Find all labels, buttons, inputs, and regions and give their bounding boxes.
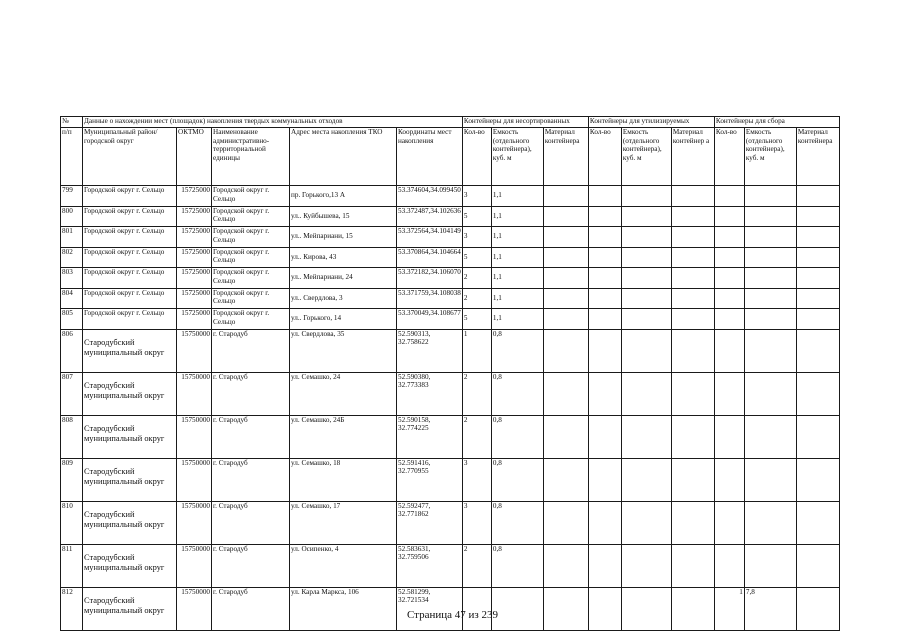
collection-volume (744, 415, 796, 458)
unsorted-volume: 0,8 (491, 501, 543, 544)
recyclable-material (671, 309, 714, 330)
table-row (61, 501, 840, 544)
col-header-count-3: Кол-во (714, 128, 744, 186)
group-header-unsorted: Контейнеры для несортированных (462, 117, 588, 128)
admin-unit: Городской округ г. Сельцо (212, 227, 290, 248)
collection-material (796, 247, 839, 268)
row-number: 799 (61, 186, 83, 207)
unsorted-material (543, 268, 588, 289)
coordinates: 53.372182,34.106070 (397, 268, 463, 289)
collection-count (714, 309, 744, 330)
collection-volume (744, 227, 796, 248)
address: ул.. Свердлова, 3 (290, 288, 397, 309)
oktmo-code: 15750000 (177, 372, 212, 415)
collection-count (714, 186, 744, 207)
row-number: 809 (61, 458, 83, 501)
recyclable-volume (621, 415, 671, 458)
recyclable-volume (621, 227, 671, 248)
collection-volume: 7,8 (744, 587, 796, 630)
oktmo-code: 15750000 (177, 415, 212, 458)
recyclable-count (588, 186, 621, 207)
recyclable-volume (621, 288, 671, 309)
recyclable-count (588, 458, 621, 501)
coordinates: 52.592477, 32.771862 (397, 501, 463, 544)
address: ул. Семашко, 24Б (290, 415, 397, 458)
unsorted-volume: 0,8 (491, 415, 543, 458)
unsorted-count: 5 (462, 309, 491, 330)
unsorted-volume: 1,1 (491, 186, 543, 207)
collection-material (796, 288, 839, 309)
coordinates: 53.372487,34.102636 (397, 206, 463, 227)
table-row (61, 288, 840, 309)
unsorted-material (543, 247, 588, 268)
col-header-okrug: Муниципальный район/городской округ (83, 128, 177, 186)
group-header-number: № (61, 117, 83, 128)
col-header-volume-2: Емкость (отдельного контейнера), куб. м (621, 128, 671, 186)
table-row (61, 268, 840, 289)
recyclable-volume (621, 186, 671, 207)
recyclable-count (588, 309, 621, 330)
collection-material (796, 309, 839, 330)
address: ул. Карла Маркса, 106 (290, 587, 397, 630)
row-number: 807 (61, 372, 83, 415)
unsorted-count: 2 (462, 268, 491, 289)
coordinates: 52.590313, 32.758622 (397, 329, 463, 372)
oktmo-code: 15725000 (177, 247, 212, 268)
address: ул. Свердлова, 35 (290, 329, 397, 372)
collection-volume (744, 247, 796, 268)
municipal-okrug: Городской округ г. Сельцо (83, 206, 177, 227)
oktmo-code: 15750000 (177, 458, 212, 501)
group-header-collection: Контейнеры для сбора (714, 117, 839, 128)
recyclable-volume (621, 544, 671, 587)
unsorted-volume: 1,1 (491, 247, 543, 268)
col-header-volume-1: Емкость (отдельного контейнера), куб. м (491, 128, 543, 186)
recyclable-material (671, 501, 714, 544)
collection-material (796, 458, 839, 501)
waste-sites-table (60, 116, 840, 631)
collection-volume (744, 206, 796, 227)
group-header-recyclable: Контейнеры для утилизируемых (588, 117, 714, 128)
group-header-location: Данные о нахождении мест (площадок) накопления твердых коммунальных отходов (83, 117, 463, 128)
col-header-oktmo: ОКТМО (177, 128, 212, 186)
coordinates: 53.374604,34.099450 (397, 186, 463, 207)
admin-unit: г. Стародуб (212, 587, 290, 630)
row-number: 812 (61, 587, 83, 630)
admin-unit: Городской округ г. Сельцо (212, 247, 290, 268)
collection-volume (744, 458, 796, 501)
admin-unit: Городской округ г. Сельцо (212, 288, 290, 309)
recyclable-volume (621, 206, 671, 227)
recyclable-volume (621, 501, 671, 544)
collection-material (796, 329, 839, 372)
recyclable-material (671, 206, 714, 227)
admin-unit: г. Стародуб (212, 329, 290, 372)
coordinates: 53.372564,34.104149 (397, 227, 463, 248)
table-row (61, 309, 840, 330)
collection-count (714, 268, 744, 289)
recyclable-material (671, 329, 714, 372)
col-header-count-1: Кол-во (462, 128, 491, 186)
unsorted-volume: 0,8 (491, 372, 543, 415)
unsorted-count: 2 (462, 544, 491, 587)
recyclable-count (588, 268, 621, 289)
collection-volume (744, 268, 796, 289)
municipal-okrug: Стародубский муниципальный округ (83, 372, 177, 415)
recyclable-material (671, 247, 714, 268)
collection-material (796, 501, 839, 544)
unsorted-count: 5 (462, 247, 491, 268)
row-number: 802 (61, 247, 83, 268)
row-number: 804 (61, 288, 83, 309)
recyclable-volume (621, 247, 671, 268)
municipal-okrug: Городской округ г. Сельцо (83, 288, 177, 309)
col-header-unit: Наименование административно-территориальной единицы (212, 128, 290, 186)
oktmo-code: 15750000 (177, 329, 212, 372)
collection-count (714, 227, 744, 248)
collection-volume (744, 309, 796, 330)
col-header-volume-3: Емкость (отдельного контейнера), куб. м (744, 128, 796, 186)
address: ул.. Кирова, 43 (290, 247, 397, 268)
coordinates: 52.590158, 32.774225 (397, 415, 463, 458)
address: ул. Семашко, 17 (290, 501, 397, 544)
unsorted-material (543, 288, 588, 309)
municipal-okrug: Стародубский муниципальный округ (83, 587, 177, 630)
recyclable-material (671, 186, 714, 207)
coordinates: 52.583631, 32.759506 (397, 544, 463, 587)
row-number: 803 (61, 268, 83, 289)
row-number: 800 (61, 206, 83, 227)
municipal-okrug: Городской округ г. Сельцо (83, 309, 177, 330)
recyclable-volume (621, 309, 671, 330)
unsorted-volume: 0,8 (491, 544, 543, 587)
unsorted-count: 2 (462, 372, 491, 415)
recyclable-count (588, 288, 621, 309)
admin-unit: г. Стародуб (212, 458, 290, 501)
col-header-pp: п/п (61, 128, 83, 186)
admin-unit: г. Стародуб (212, 501, 290, 544)
admin-unit: Городской округ г. Сельцо (212, 309, 290, 330)
municipal-okrug: Стародубский муниципальный округ (83, 458, 177, 501)
collection-volume (744, 372, 796, 415)
admin-unit: г. Стародуб (212, 372, 290, 415)
address: ул.. Мейпариани, 15 (290, 227, 397, 248)
oktmo-code: 15725000 (177, 206, 212, 227)
address: ул. Осипенко, 4 (290, 544, 397, 587)
unsorted-material (543, 415, 588, 458)
recyclable-material (671, 227, 714, 248)
municipal-okrug: Городской округ г. Сельцо (83, 227, 177, 248)
unsorted-count: 1 (462, 329, 491, 372)
unsorted-material (543, 501, 588, 544)
row-number: 801 (61, 227, 83, 248)
unsorted-volume: 1,1 (491, 227, 543, 248)
row-number: 808 (61, 415, 83, 458)
oktmo-code: 15725000 (177, 186, 212, 207)
col-header-material-1: Материал контейнера (543, 128, 588, 186)
table-row (61, 415, 840, 458)
recyclable-material (671, 458, 714, 501)
collection-volume (744, 501, 796, 544)
unsorted-count: 3 (462, 186, 491, 207)
municipal-okrug: Городской округ г. Сельцо (83, 186, 177, 207)
table-row (61, 329, 840, 372)
oktmo-code: 15750000 (177, 544, 212, 587)
recyclable-material (671, 372, 714, 415)
collection-count: 1 (714, 587, 744, 630)
row-number: 810 (61, 501, 83, 544)
recyclable-count (588, 372, 621, 415)
unsorted-volume: 1,1 (491, 309, 543, 330)
address: пр. Горького,13 А (290, 186, 397, 207)
coordinates: 52.581299, 32.721534 (397, 587, 463, 630)
unsorted-material (543, 186, 588, 207)
collection-count (714, 372, 744, 415)
collection-count (714, 288, 744, 309)
collection-volume (744, 329, 796, 372)
admin-unit: г. Стародуб (212, 415, 290, 458)
collection-material (796, 227, 839, 248)
unsorted-volume: 0,8 (491, 329, 543, 372)
table-row (61, 186, 840, 207)
recyclable-volume (621, 458, 671, 501)
oktmo-code: 15750000 (177, 501, 212, 544)
collection-count (714, 247, 744, 268)
unsorted-material (543, 544, 588, 587)
recyclable-material (671, 544, 714, 587)
admin-unit: Городской округ г. Сельцо (212, 186, 290, 207)
unsorted-count: 3 (462, 227, 491, 248)
recyclable-count (588, 544, 621, 587)
unsorted-volume: 1,1 (491, 206, 543, 227)
recyclable-volume (621, 372, 671, 415)
collection-material (796, 544, 839, 587)
collection-volume (744, 288, 796, 309)
oktmo-code: 15725000 (177, 227, 212, 248)
admin-unit: Городской округ г. Сельцо (212, 206, 290, 227)
recyclable-count (588, 206, 621, 227)
collection-count (714, 206, 744, 227)
unsorted-material (543, 227, 588, 248)
recyclable-volume (621, 268, 671, 289)
municipal-okrug: Городской округ г. Сельцо (83, 268, 177, 289)
collection-material (796, 415, 839, 458)
municipal-okrug: Стародубский муниципальный округ (83, 415, 177, 458)
unsorted-count: 2 (462, 415, 491, 458)
address: ул. Семашко, 18 (290, 458, 397, 501)
address: ул.. Мейпариани, 24 (290, 268, 397, 289)
municipal-okrug: Городской округ г. Сельцо (83, 247, 177, 268)
municipal-okrug: Стародубский муниципальный округ (83, 544, 177, 587)
collection-material (796, 206, 839, 227)
unsorted-material (543, 329, 588, 372)
group-header-row (61, 117, 840, 128)
address: ул.. Горького, 14 (290, 309, 397, 330)
municipal-okrug: Стародубский муниципальный округ (83, 501, 177, 544)
unsorted-count: 2 (462, 288, 491, 309)
row-number: 805 (61, 309, 83, 330)
col-header-count-2: Кол-во (588, 128, 621, 186)
unsorted-volume: 1,1 (491, 288, 543, 309)
coordinates: 52.591416, 32.770955 (397, 458, 463, 501)
oktmo-code: 15725000 (177, 309, 212, 330)
admin-unit: г. Стародуб (212, 544, 290, 587)
row-number: 806 (61, 329, 83, 372)
unsorted-count: 5 (462, 206, 491, 227)
unsorted-material (543, 309, 588, 330)
table-row (61, 206, 840, 227)
col-header-material-2: Материал контейнер а (671, 128, 714, 186)
coordinates: 53.370864,34.104664 (397, 247, 463, 268)
col-header-material-3: Материал контейнера (796, 128, 839, 186)
page-number: Страница 47 из 239 (406, 609, 499, 621)
recyclable-count (588, 415, 621, 458)
oktmo-code: 15750000 (177, 587, 212, 630)
collection-material (796, 268, 839, 289)
unsorted-material (543, 458, 588, 501)
collection-count (714, 329, 744, 372)
collection-count (714, 458, 744, 501)
row-number: 811 (61, 544, 83, 587)
collection-count (714, 501, 744, 544)
table-row (61, 247, 840, 268)
municipal-okrug: Стародубский муниципальный округ (83, 329, 177, 372)
recyclable-count (588, 247, 621, 268)
collection-count (714, 415, 744, 458)
unsorted-count: 3 (462, 501, 491, 544)
unsorted-count: 3 (462, 458, 491, 501)
coordinates: 52.590380, 32.773383 (397, 372, 463, 415)
address: ул.. Куйбышева, 15 (290, 206, 397, 227)
collection-count (714, 544, 744, 587)
coordinates: 53.370049,34.108677 (397, 309, 463, 330)
recyclable-count (588, 227, 621, 248)
admin-unit: Городской округ г. Сельцо (212, 268, 290, 289)
col-header-address: Адрес места накопления ТКО (290, 128, 397, 186)
collection-volume (744, 544, 796, 587)
address: ул. Семашко, 24 (290, 372, 397, 415)
column-header-row (61, 128, 840, 186)
table-row (61, 227, 840, 248)
table-row (61, 372, 840, 415)
oktmo-code: 15725000 (177, 268, 212, 289)
table-row (61, 458, 840, 501)
unsorted-material (543, 206, 588, 227)
recyclable-material (671, 288, 714, 309)
recyclable-count (588, 501, 621, 544)
recyclable-material (671, 268, 714, 289)
coordinates: 53.371759,34.108038 (397, 288, 463, 309)
recyclable-count (588, 329, 621, 372)
unsorted-volume: 1,1 (491, 268, 543, 289)
table-row (61, 544, 840, 587)
recyclable-material (671, 415, 714, 458)
unsorted-volume: 0,8 (491, 458, 543, 501)
collection-material (796, 372, 839, 415)
collection-volume (744, 186, 796, 207)
oktmo-code: 15725000 (177, 288, 212, 309)
unsorted-material (543, 372, 588, 415)
collection-material (796, 186, 839, 207)
col-header-coords: Координаты мест накопления (397, 128, 463, 186)
recyclable-volume (621, 329, 671, 372)
